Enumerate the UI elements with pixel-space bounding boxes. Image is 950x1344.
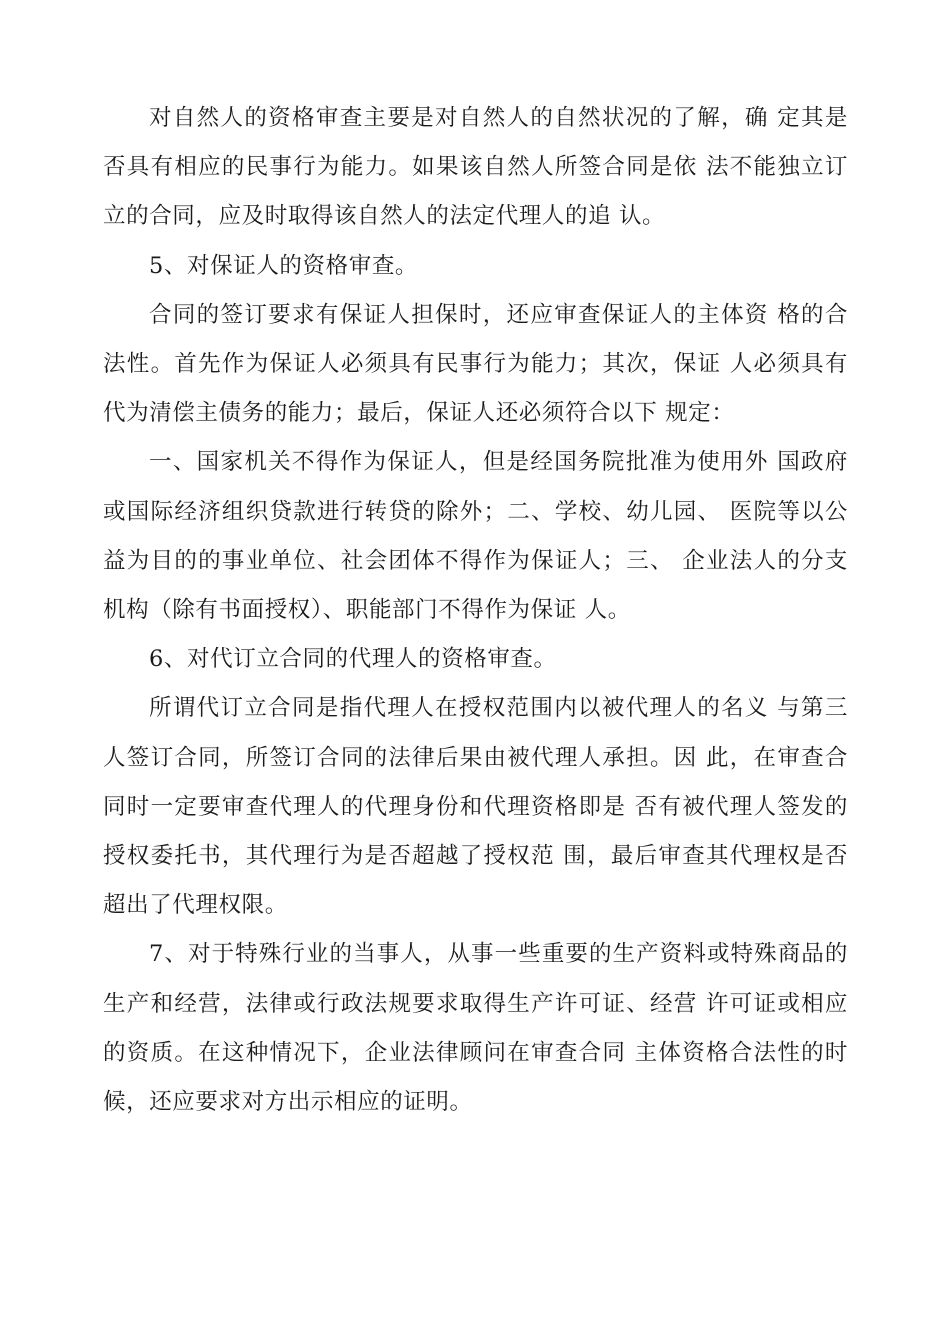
paragraph-guarantor-requirements: 合同的签订要求有保证人担保时，还应审查保证人的主体资 格的合法性。首先作为保证人必须具有民事行为能力；其次，保证 人必须具有代为清偿主债务的能力；最后，保证人还必须符合以下 规定： [103, 301, 848, 427]
paragraph-special-industry-licensing: 7、对于特殊行业的当事人，从事一些重要的生产资料或特殊商品的生产和经营，法律或行政法规要求取得生产许可证、经营 许可证或相应的资质。在这种情况下，企业法律顾问在审查合同 主体资格合法性的时候，还应要求对方出示相应的证明。 [103, 941, 848, 1116]
section-heading-guarantor-review: 5、对保证人的资格审查。 [149, 252, 419, 279]
section-heading-agent-review: 6、对代订立合同的代理人的资格审查。 [149, 646, 557, 673]
paragraph-natural-person-review: 对自然人的资格审查主要是对自然人的自然状况的了解，确 定其是否具有相应的民事行为能力。如果该自然人所签合同是依 法不能独立订立的合同，应及时取得该自然人的法定代理人的追 认。 [103, 105, 848, 230]
document-page [103, 94, 848, 1127]
paragraph-guarantor-restrictions: 一、国家机关不得作为保证人，但是经国务院批准为使用外 国政府或国际经济组织贷款进行转贷的除外；二、学校、幼儿园、 医院等以公益为目的的事业单位、社会团体不得作为保证人；三、 企业法人的分支机构（除有书面授权）、职能部门不得作为保证 人。 [103, 449, 848, 624]
paragraph-agent-authority: 所谓代订立合同是指代理人在授权范围内以被代理人的名义 与第三人签订合同，所签订合同的法律后果由被代理人承担。因 此，在审查合同时一定要审查代理人的代理身份和代理资格即是 否有被代理人签发的授权委托书，其代理行为是否超越了授权范 围，最后审查其代理权是否超出了代理权限。 [103, 695, 848, 919]
